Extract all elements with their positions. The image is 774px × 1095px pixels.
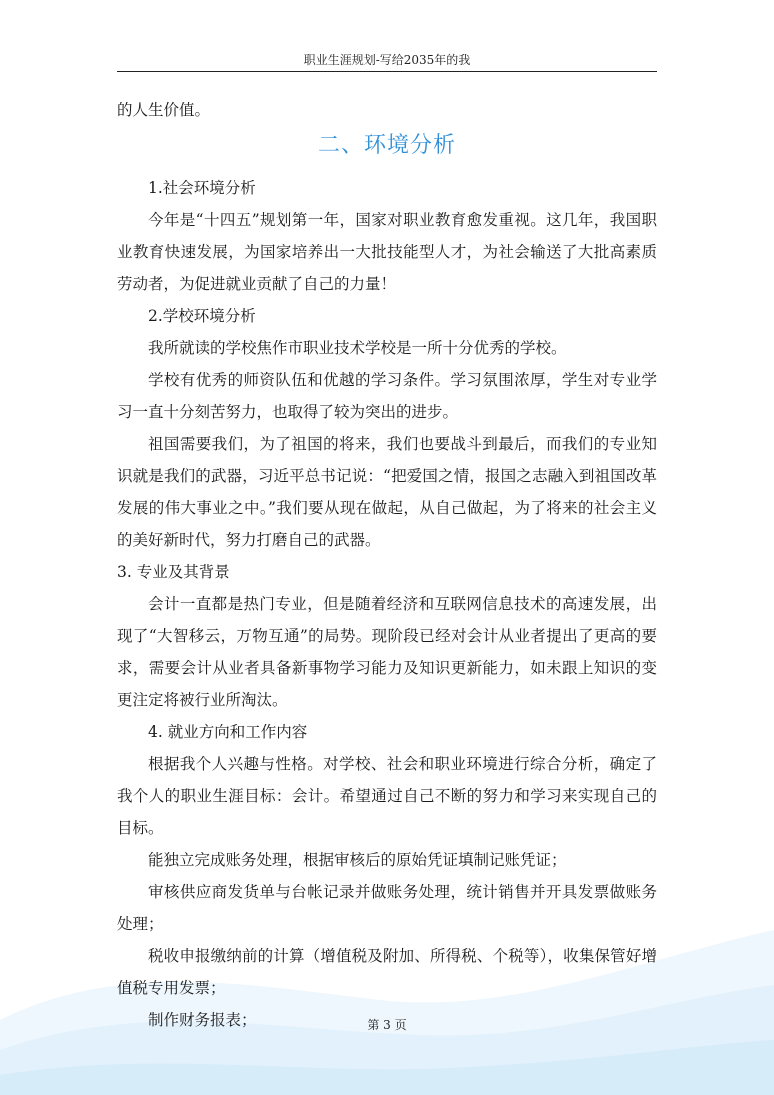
social-analysis-paragraph: 今年是“十四五”规划第一年，国家对职业教育愈发重视。这几年，我国职业教育快速发展，为国家培养出一大批技能型人才，为社会输送了大批高素质劳动者，为促进就业贡献了自己的力量！ xyxy=(117,211,657,293)
employment-paragraph-1: 根据我个人兴趣与性格。对学校、社会和职业环境进行综合分析，确定了我个人的职业生涯目标：会计。希望通过自己不断的努力和学习来实现自己的目标。 xyxy=(117,755,657,837)
school-analysis-paragraph-1: 我所就读的学校焦作市职业技术学校是一所十分优秀的学校。 xyxy=(148,339,567,357)
section-title: 二、环境分析 xyxy=(317,133,456,158)
major-background-paragraph: 会计一直都是热门专业，但是随着经济和互联网信息技术的高速发展，出现了“大智移云，万物互通”的局势。现阶段已经对会计从业者提出了更高的要求，需要会计从业者具备新事物学习能力及知识更新能力，如未跟上知识的变更注定将被行业所淘汰。 xyxy=(117,595,657,709)
employment-paragraph-3: 审核供应商发货单与台帐记录并做账务处理，统计销售并开具发票做账务处理； xyxy=(117,883,657,933)
continued-paragraph: 的人生价值。 xyxy=(117,101,211,119)
employment-paragraph-5: 制作财务报表； xyxy=(148,1011,257,1029)
employment-paragraph-2: 能独立完成账务处理，根据审核后的原始凭证填制记账凭证； xyxy=(148,851,567,869)
page-number: 第 3 页 xyxy=(367,1018,407,1032)
school-analysis-heading: 2.学校环境分析 xyxy=(148,307,256,325)
school-analysis-paragraph-2: 学校有优秀的师资队伍和优越的学习条件。学习氛围浓厚，学生对专业学习一直十分刻苦努力，也取得了较为突出的进步。 xyxy=(117,371,657,421)
document-body xyxy=(117,94,657,1036)
social-analysis-heading: 1.社会环境分析 xyxy=(148,179,256,197)
employment-paragraph-4: 税收申报缴纳前的计算（增值税及附加、所得税、个税等），收集保管好增值税专用发票； xyxy=(117,947,657,997)
header-divider xyxy=(117,71,657,72)
page-header-title: 职业生涯规划-写给2035年的我 xyxy=(303,53,471,67)
major-background-heading: 3. 专业及其背景 xyxy=(117,563,230,581)
employment-heading: 4. 就业方向和工作内容 xyxy=(148,723,308,741)
school-analysis-paragraph-3: 祖国需要我们，为了祖国的将来，我们也要战斗到最后，而我们的专业知识就是我们的武器，习近平总书记说：“把爱国之情，报国之志融入到祖国改革发展的伟大事业之中。”我们要从现在做起，从自己做起，为了将来的社会主义的美好新时代，努力打磨自己的武器。 xyxy=(117,435,657,549)
